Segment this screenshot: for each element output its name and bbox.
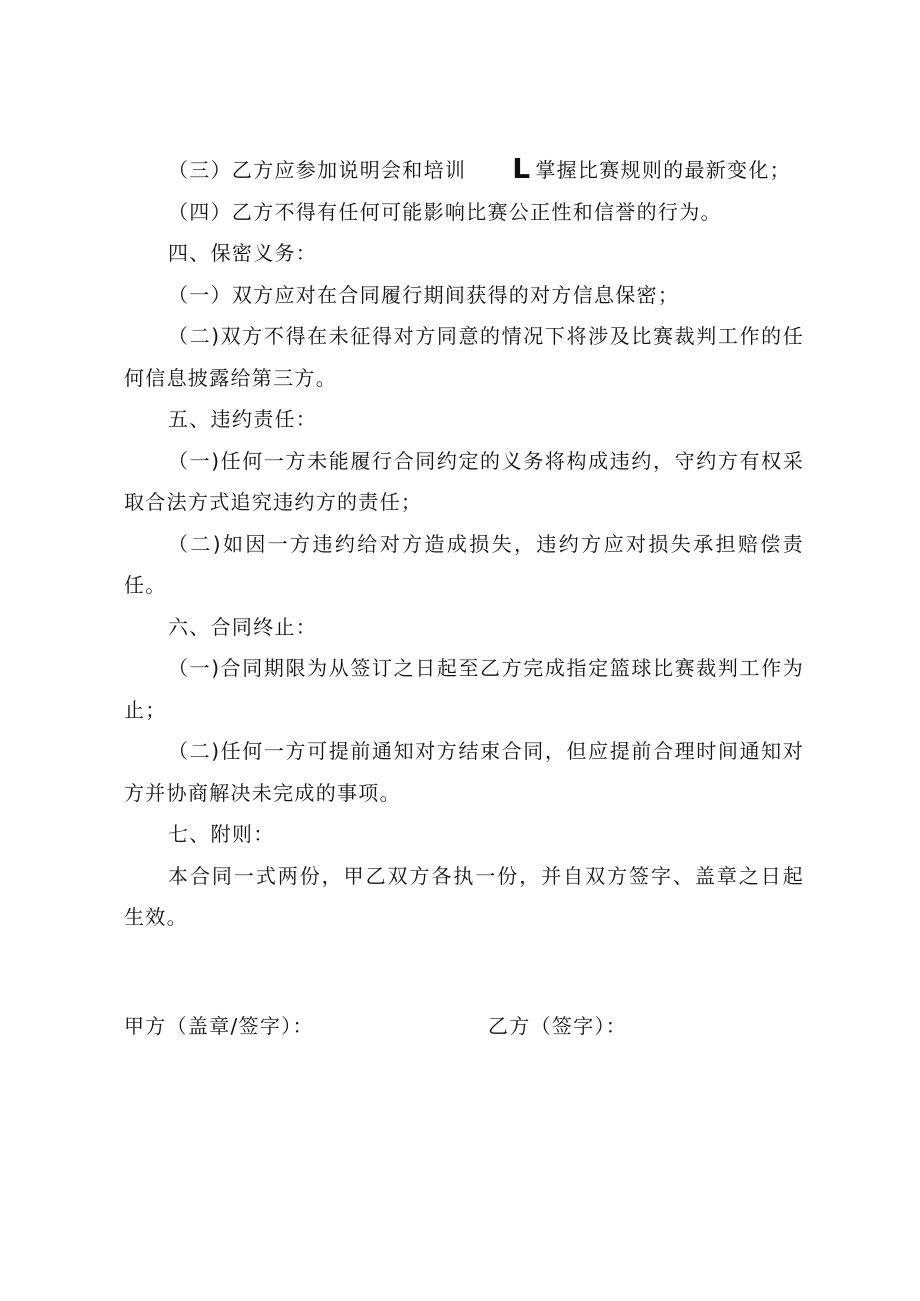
clause-c1-confidential-info: （一）双方应对在合同履行期间获得的对方信息保密；: [168, 282, 680, 307]
contract-body: [124, 150, 804, 939]
clause-d2-damages: （二)如因一方违约给对方造成损失，违约方应对损失承担赔偿责任。: [124, 531, 804, 597]
clause-e1-term: （一)合同期限为从签订之日起至乙方完成指定篮球比赛裁判工作为止；: [124, 656, 804, 722]
clause-d1-breach: （一)任何一方未能履行合同约定的义务将构成违约，守约方有权采取合法方式追究违约方的责任；: [124, 448, 804, 514]
clause-e2-early-termination: （二)任何一方可提前通知对方结束合同，但应提前合理时间通知对方并协商解决未完成的事项。: [124, 739, 804, 805]
clause-c2-no-disclosure: （二)双方不得在未征得对方同意的情况下将涉及比赛裁判工作的任何信息披露给第三方。: [124, 324, 804, 390]
signature-block: [124, 1005, 804, 1047]
clause-b4-integrity: （四）乙方不得有任何可能影响比赛公正性和信誉的行为。: [168, 199, 722, 224]
section-heading-supplementary: 七、附则：: [168, 822, 275, 846]
clause-text: （三）乙方应参加说明会和培训: [168, 158, 467, 182]
section-heading-confidentiality: 四、保密义务：: [168, 241, 318, 265]
party-a-signature-label: 甲方（盖章/签字）：: [124, 1014, 314, 1038]
clause-text: 掌握比赛规则的最新变化；: [535, 158, 791, 182]
section-heading-breach: 五、违约责任：: [168, 407, 318, 431]
clause-b3-training: [124, 150, 804, 192]
party-b-signature-label: 乙方（签字）：: [488, 1014, 628, 1038]
section-heading-termination: 六、合同终止：: [168, 614, 318, 639]
stray-mark: L: [512, 152, 532, 185]
clause-f-effectiveness: 本合同一式两份，甲乙双方各执一份，并自双方签字、盖章之日起生效。: [124, 863, 804, 929]
